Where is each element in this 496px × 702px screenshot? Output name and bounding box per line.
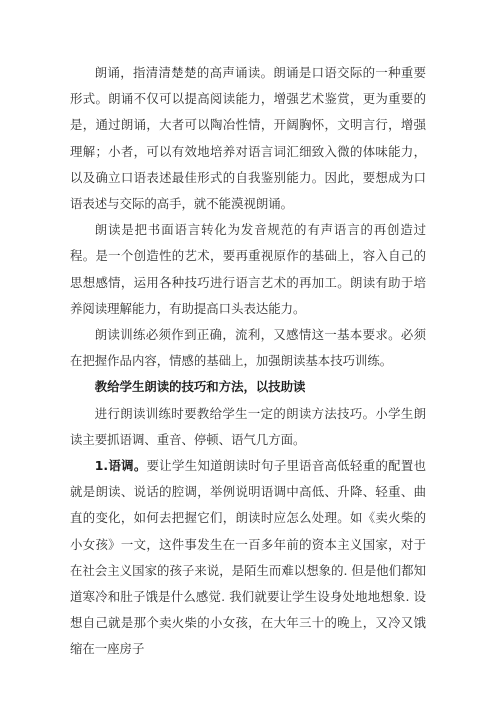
document-body [70,60,426,663]
paragraph-intonation [70,453,426,663]
paragraph-reading-methods: 进行朗读训练时要教给学生一定的朗读方法技巧。小学生朗读主要抓语调、重音、停顿、语气几方面。 [70,405,426,447]
paragraph-reading-definition: 朗读是把书面语言转化为发音规范的有声语言的再创造过程。是一个创造性的艺术，要再重视原作的基础上，容入自己的思想感情，运用各种技巧进行语言艺术的再加工。朗读有助于培养阅读理解能力，有助提高口头表达能力。 [70,222,426,316]
section-heading: 教给学生朗读的技巧和方法，以技助读 [94,379,306,395]
intonation-lead: 1.语调。 [94,458,147,474]
intonation-body: 要让学生知道朗读时句子里语音高低轻重的配置也就是朗读、说话的腔调，举例说明语调中高低、升降、轻重、曲直的变化，如何去把握它们，朗读时应怎么处理。如《卖火柴的小女孩》一文，这件事发生在一百多年前的资本主义国家，对于在社会主义国家的孩子来说，是陌生而难以想象的. 但是他们都知道寒冷和肚子饿是什么感觉. 我们就要让学生设身处地地想象. 设想自己就是那个卖火柴的小女孩，在大年三十的晚上，又冷又饿缩在一座房子 [70,458,426,657]
paragraph-reading-requirements: 朗读训练必须作到正确，流利，又感情这一基本要求。必须在把握作品内容，情感的基础上，加强朗读基本技巧训练。 [70,327,426,369]
paragraph-recitation-definition: 朗诵，指清清楚楚的高声诵读。朗诵是口语交际的一种重要形式。朗诵不仅可以提高阅读能力，增强艺术鉴赏，更为重要的是，通过朗诵，大者可以陶冶性情，开阔胸怀，文明言行，增强理解；小者，可以有效地培养对语言词汇细致入微的体味能力，以及确立口语表述最佳形式的自我鉴别能力。因此，要想成为口语表述与交际的高手，就不能漠视朗诵。 [70,65,426,212]
